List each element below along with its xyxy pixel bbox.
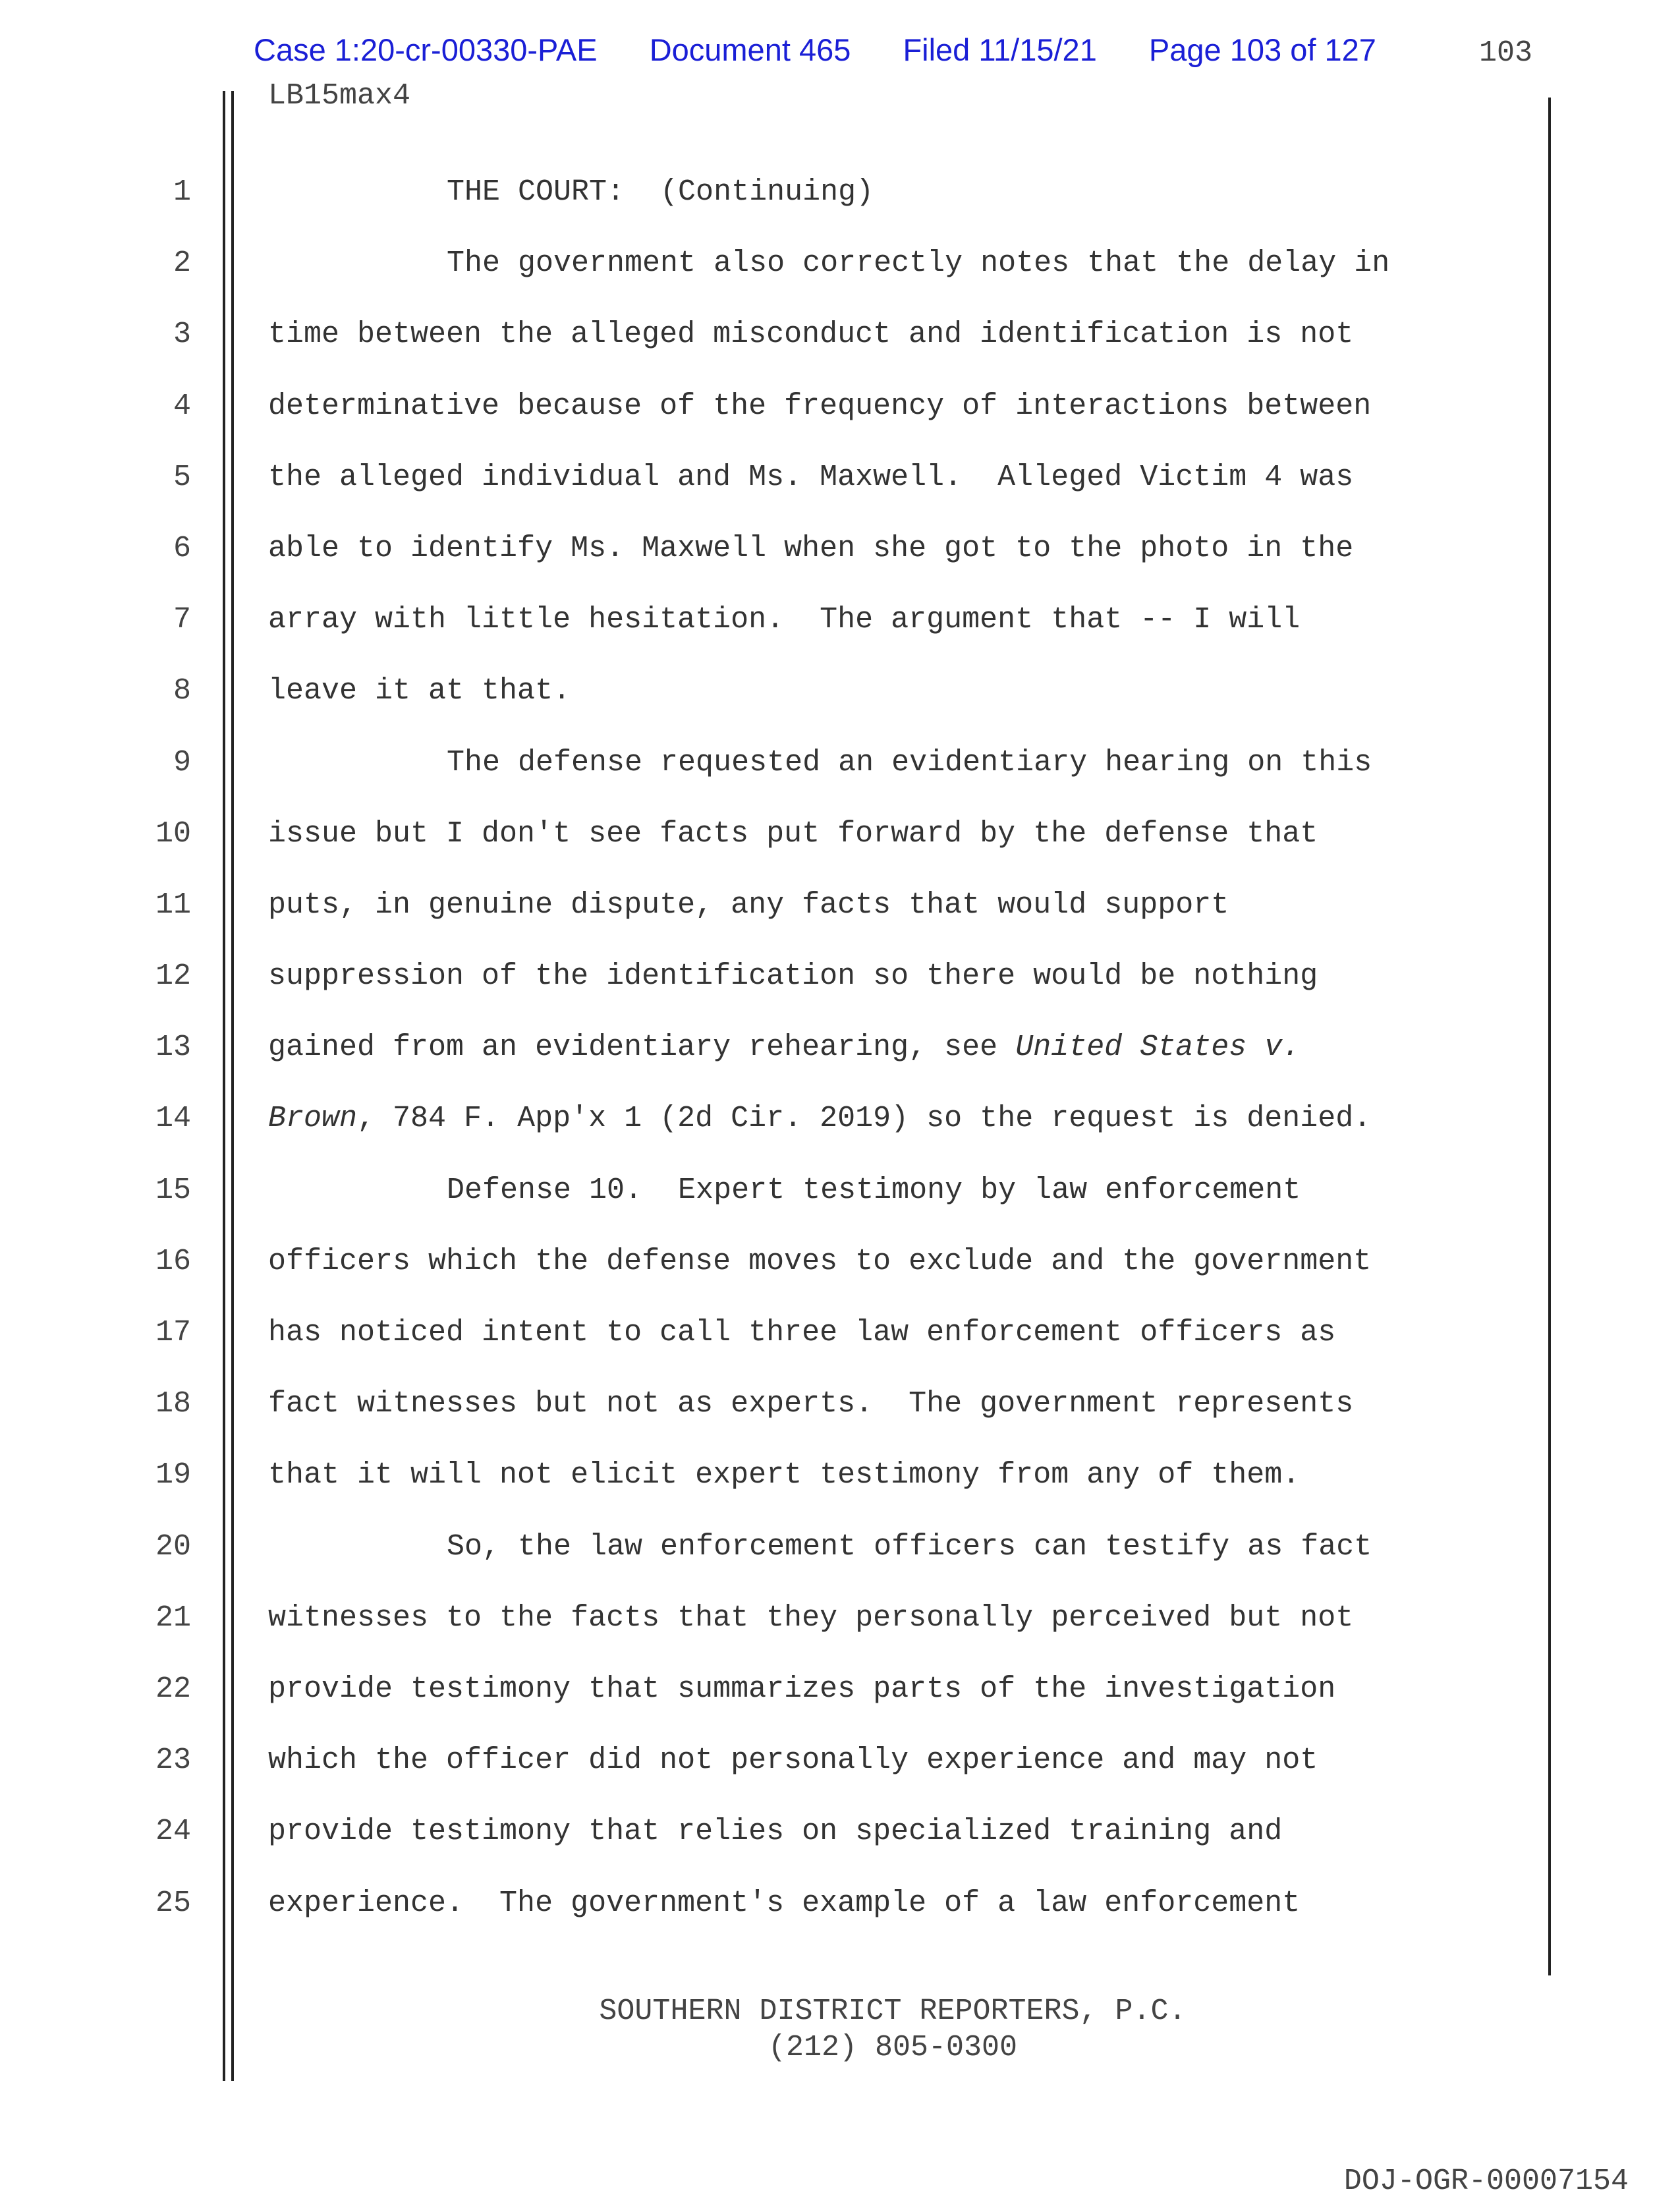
transcript-line: [0, 1812, 1680, 1883]
line-text: Defense 10. Expert testimony by law enforcement: [447, 1173, 1301, 1207]
line-number: 3: [173, 318, 191, 352]
transcript-line: [0, 1313, 1680, 1384]
line-text: [268, 1099, 1371, 1139]
transcript-line: [0, 387, 1680, 458]
line-text: provide testimony that relies on specialized training and: [268, 1815, 1283, 1849]
bates-number: DOJ-OGR-00007154: [1343, 2165, 1629, 2198]
transcript-line: [0, 1384, 1680, 1456]
line-text: officers which the defense moves to exclude and the government: [268, 1244, 1372, 1278]
line-number: 20: [155, 1529, 191, 1564]
case-citation: Brown: [268, 1102, 358, 1136]
transcript-line: [0, 886, 1680, 957]
line-text: suppression of the identification so there would be nothing: [268, 959, 1318, 994]
transcript-line: [0, 814, 1680, 886]
line-text: leave it at that.: [268, 674, 571, 708]
transcript-line: [0, 1099, 1680, 1170]
line-number: 13: [155, 1031, 191, 1065]
line-number: 1: [173, 175, 191, 209]
reporter-name: SOUTHERN DISTRICT REPORTERS, P.C.: [599, 1995, 1187, 2028]
page-footer: [0, 1993, 1680, 2066]
line-text-segment: gained from an evidentiary rehearing, see: [268, 1031, 1016, 1065]
line-text: determinative because of the frequency of interactions between: [268, 389, 1372, 423]
line-text-segment: , 784 F. App'x 1 (2d Cir. 2019) so the request is denied.: [357, 1102, 1372, 1136]
transcript-line: [0, 1741, 1680, 1812]
transcript-line: [0, 1527, 1680, 1599]
line-text: The defense requested an evidentiary hearing on this: [447, 745, 1372, 780]
line-number: 18: [155, 1387, 191, 1421]
line-number: 21: [155, 1601, 191, 1635]
line-text: time between the alleged misconduct and identification is not: [268, 318, 1354, 352]
page-of-total: Page 103 of 127: [1148, 32, 1376, 67]
transcript-body: [0, 173, 1680, 1955]
line-number: 7: [173, 603, 191, 637]
line-number: 11: [155, 888, 191, 922]
transcript-line: [0, 671, 1680, 743]
line-number: 15: [155, 1173, 191, 1207]
reporter-phone: (212) 805-0300: [768, 2031, 1018, 2064]
document-number: Document 465: [649, 32, 851, 67]
line-number: 10: [155, 816, 191, 851]
transcript-line: [0, 1670, 1680, 1741]
transcript-line: [0, 1456, 1680, 1527]
line-number: 6: [173, 531, 191, 565]
transcript-line: [0, 1599, 1680, 1670]
line-text: THE COURT: (Continuing): [447, 175, 874, 209]
line-number: 2: [173, 246, 191, 281]
transcript-page-number: 103: [1479, 36, 1533, 70]
line-number: 22: [155, 1672, 191, 1706]
transcript-line: [0, 529, 1680, 600]
transcript-code: LB15max4: [268, 79, 411, 113]
line-number: 8: [173, 674, 191, 708]
line-text: array with little hesitation. The argument that -- I will: [268, 603, 1301, 637]
line-text: fact witnesses but not as experts. The government represents: [268, 1387, 1354, 1421]
line-text: the alleged individual and Ms. Maxwell. Alleged Victim 4 was: [268, 460, 1354, 494]
line-number: 23: [155, 1744, 191, 1778]
transcript-line: [0, 315, 1680, 386]
line-text: provide testimony that summarizes parts of the investigation: [268, 1672, 1336, 1706]
case-citation: United States v.: [1015, 1031, 1301, 1065]
transcript-line: [0, 244, 1680, 315]
line-text: witnesses to the facts that they personally perceived but not: [268, 1601, 1354, 1635]
transcript-line: [0, 1028, 1680, 1099]
line-text: So, the law enforcement officers can testify as fact: [447, 1529, 1372, 1564]
line-number: 4: [173, 389, 191, 423]
line-number: 19: [155, 1458, 191, 1492]
line-text: [268, 1028, 1300, 1067]
line-text: experience. The government's example of a law enforcement: [268, 1886, 1301, 1920]
line-text: has noticed intent to call three law enforcement officers as: [268, 1316, 1336, 1349]
line-number: 24: [155, 1815, 191, 1849]
line-text: which the officer did not personally experience and may not: [268, 1744, 1318, 1778]
transcript-line: [0, 957, 1680, 1028]
line-text: that it will not elicit expert testimony from any of them.: [268, 1458, 1301, 1492]
line-number: 12: [155, 959, 191, 994]
line-number: 14: [155, 1102, 191, 1136]
line-number: 25: [155, 1886, 191, 1920]
line-text: issue but I don't see facts put forward by the defense that: [268, 816, 1318, 851]
transcript-line: [0, 1242, 1680, 1313]
case-number: Case 1:20-cr-00330-PAE: [254, 32, 598, 67]
transcript-line: [0, 600, 1680, 671]
court-filing-stamp: [254, 32, 1376, 68]
line-text: able to identify Ms. Maxwell when she got to the photo in the: [268, 531, 1354, 565]
line-text: The government also correctly notes that the delay in: [447, 246, 1390, 281]
transcript-line: [0, 173, 1680, 244]
line-number: 17: [155, 1316, 191, 1349]
line-number: 5: [173, 460, 191, 494]
filed-date: Filed 11/15/21: [903, 32, 1097, 67]
line-number: 9: [173, 745, 191, 780]
transcript-line: [0, 458, 1680, 529]
transcript-line: [0, 1884, 1680, 1955]
transcript-line: [0, 743, 1680, 814]
transcript-line: [0, 1171, 1680, 1242]
line-text: puts, in genuine dispute, any facts that would support: [268, 888, 1229, 922]
line-number: 16: [155, 1244, 191, 1278]
